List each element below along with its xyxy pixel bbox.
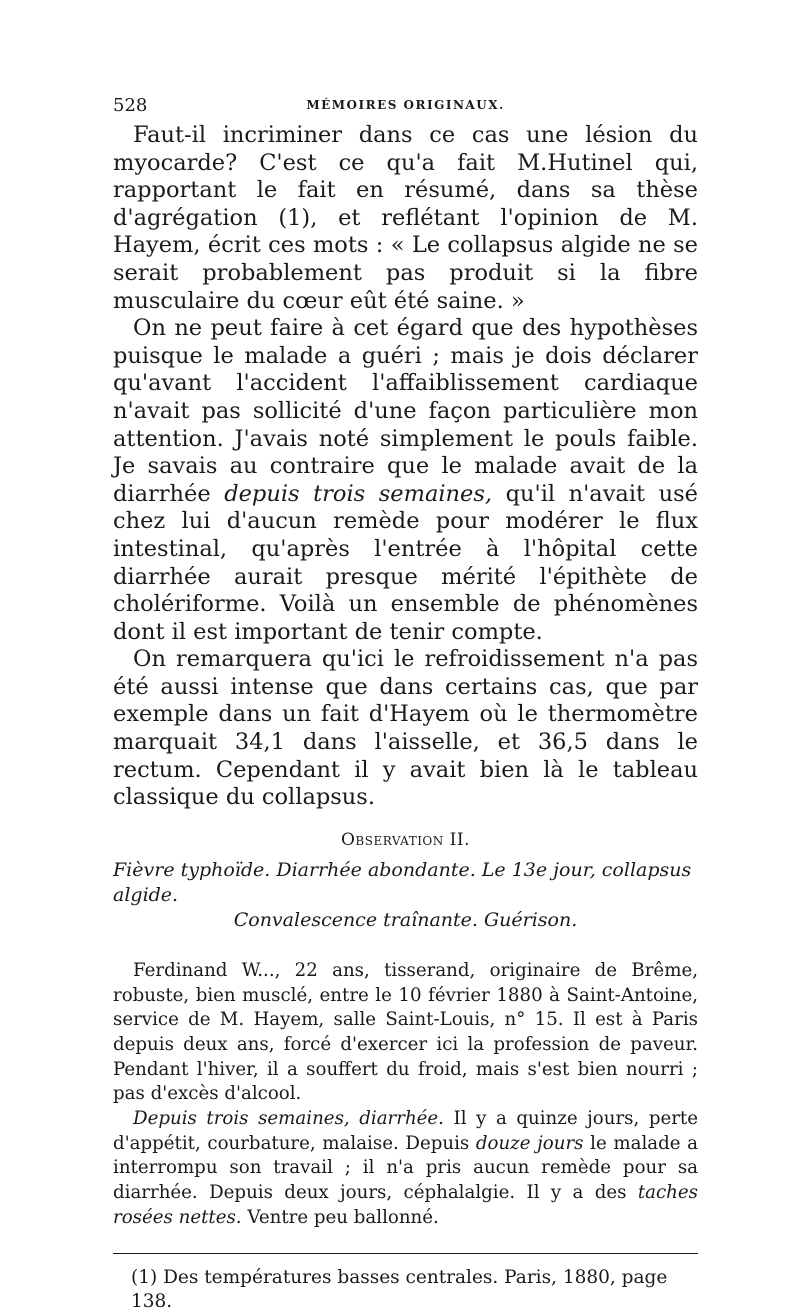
case-emphasis-1: Depuis trois semaines, diarrhée. [133, 1108, 444, 1130]
case-emphasis-3: taches rosées nettes. [113, 1182, 698, 1228]
page [113, 95, 698, 1314]
page-number: 528 [113, 95, 148, 116]
paragraph-2-text-b: qu'il n'avait usé chez lui d'aucun remède pour modérer le flux intestinal, qu'après l'entrée à l'hôpital cette diarrhée aurait presque mérité l'épithète de cholériforme. Voilà un ensemble de phénomènes dont il est important de tenir compte. [113, 480, 698, 645]
case-emphasis-2: douze jours [475, 1132, 584, 1154]
case-text-3: Ventre peu ballonné. [241, 1206, 439, 1228]
paragraph-2-emphasis: depuis trois semaines, [224, 480, 493, 507]
case-text [113, 959, 698, 1231]
observation-subtitle-line-1: Fièvre typhoïde. Diarrhée abondante. Le 13e jour, collapsus algide. [113, 858, 692, 906]
running-title: MÉMOIRES ORIGINAUX. [306, 98, 505, 112]
observation-subtitle [113, 858, 698, 933]
paragraph-2-text-a: On ne peut faire à cet égard que des hypothèses puisque le malade a guéri ; mais je dois déclarer qu'avant l'accident l'affaiblissement cardiaque n'avait pas sollicité d'une façon particulière mon attention. J'avais noté simplement le pouls faible. Je savais au contraire que le malade avait de la diarrhée [113, 315, 698, 507]
paragraph-2 [113, 315, 698, 646]
main-text [113, 122, 698, 812]
paragraph-3: On remarquera qu'ici le refroidissement n'a pas été aussi intense que dans certains cas, que par exemple dans un fait d'Hayem où le thermomètre marquait 34,1 dans l'aisselle, et 36,5 dans le rectum. Cependant il y avait bien là le tableau classique du collapsus. [113, 646, 698, 811]
paragraph-1: Faut-il incriminer dans ce cas une lésion du myocarde? C'est ce qu'a fait M.Hutinel qui, rapportant le fait en résumé, dans sa thèse d'agrégation (1), et reflétant l'opinion de M. Hayem, écrit ces mots : « Le collapsus algide ne se serait probablement pas produit si la fibre musculaire du cœur eût été saine. » [113, 122, 698, 314]
footnote-divider [113, 1253, 698, 1254]
case-paragraph-2 [113, 1107, 698, 1231]
case-text-1: Il y a quinze jours, perte d'appétit, courbature, malaise. Depuis [113, 1108, 698, 1154]
page-header [113, 95, 698, 119]
case-text-2: le malade a interrompu son travail ; il n'a pris aucun remède pour sa diarrhée. Depuis deux jours, céphalalgie. Il y a des [113, 1132, 698, 1204]
observation-title: Observation II. [340, 829, 471, 850]
case-paragraph-1: Ferdinand W..., 22 ans, tisserand, originaire de Brême, robuste, bien musclé, entre le 10 février 1880 à Saint-Antoine, service de M. Hayem, salle Saint-Louis, n° 15. Il est à Paris depuis deux ans, forcé d'exercer ici la profession de paveur. Pendant l'hiver, il a souffert du froid, mais s'est bien nourri ; pas d'excès d'alcool. [113, 959, 698, 1105]
footnote: (1) Des températures basses centrales. Paris, 1880, page 138. [131, 1266, 668, 1312]
observation-subtitle-line-2: Convalescence traînante. Guérison. [233, 908, 578, 931]
